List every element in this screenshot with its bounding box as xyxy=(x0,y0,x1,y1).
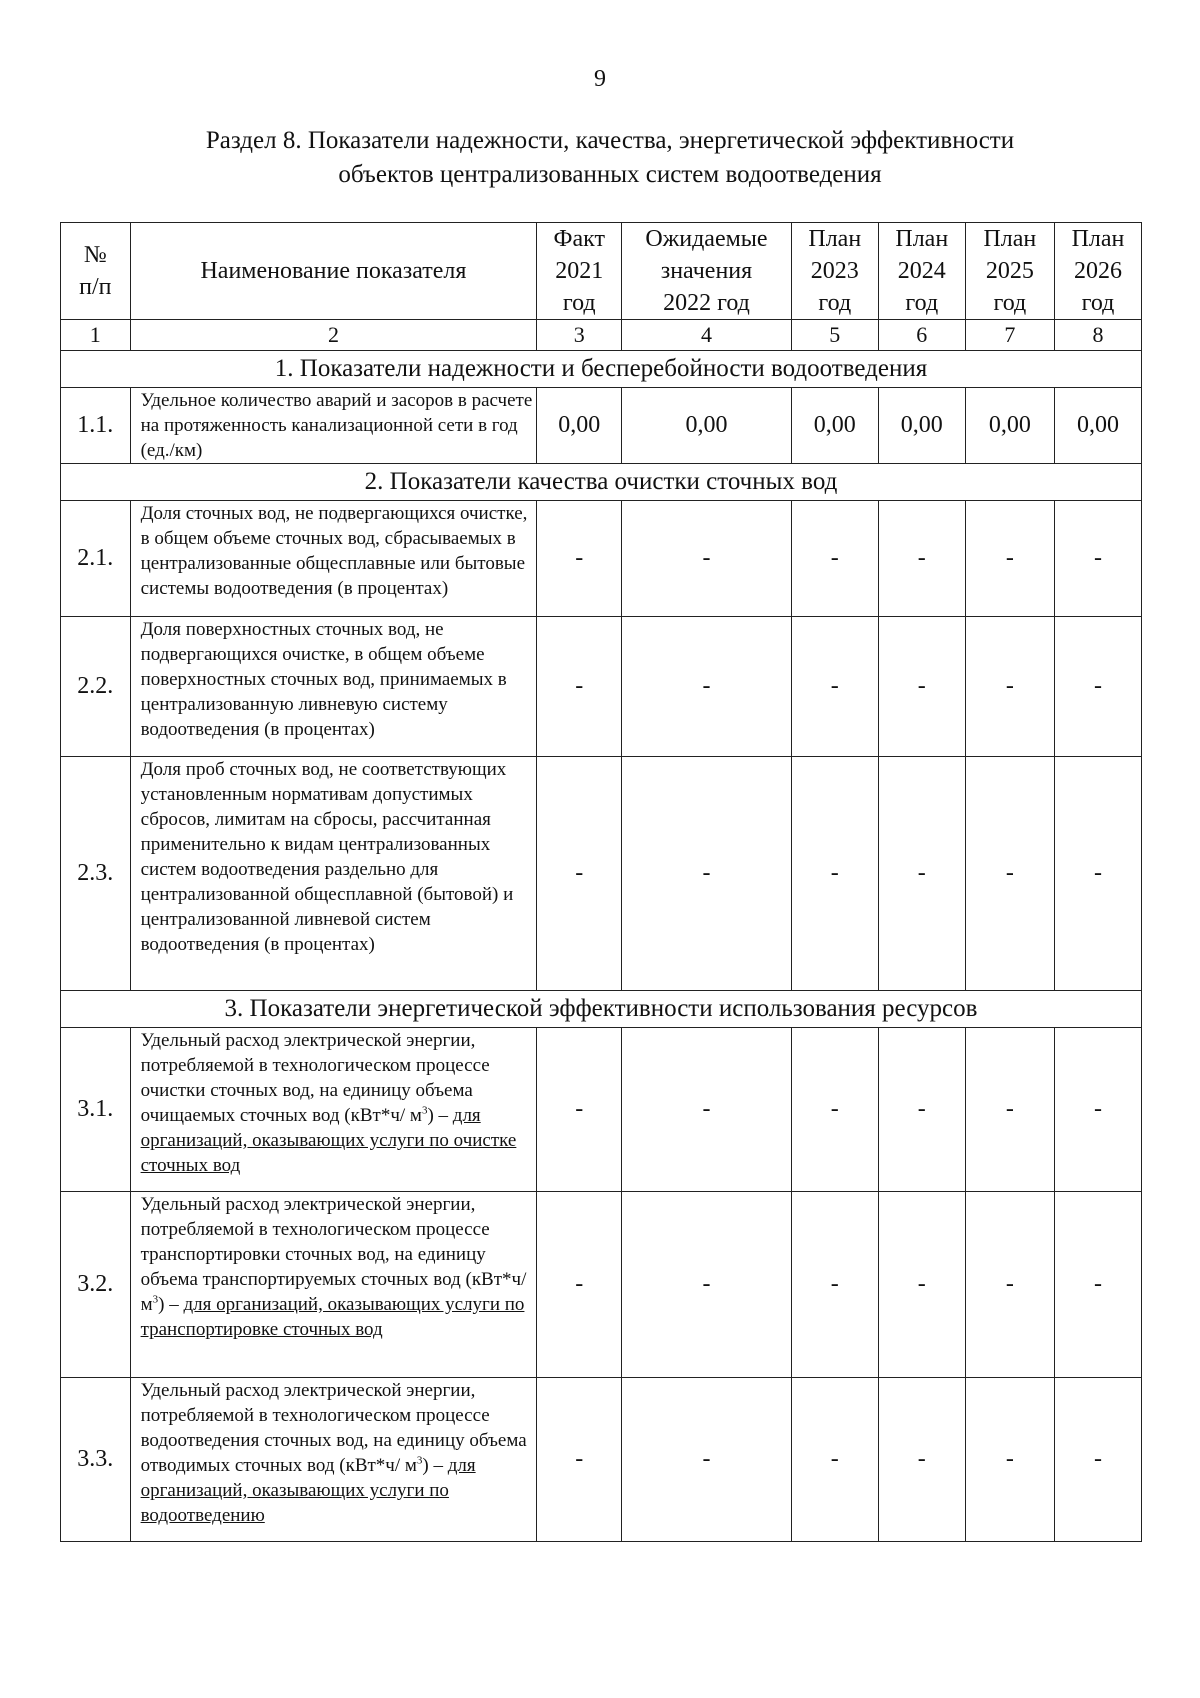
indicator-name-text: Доля проб сточных вод, не соответствующих установленным нормативам допустимых сбросов, лимитам на сбросы, рассчитанная применительно к видам централизованных систем водоотведения раздельно для централизованной общесплавной (бытовой) и централизованной ливневой систем водоотведения (в процентах) xyxy=(140,759,514,955)
section-title: 3. Показатели энергетической эффективности использования ресурсов xyxy=(61,991,1142,1028)
header-num xyxy=(61,223,131,320)
indicator-name-text: Доля поверхностных сточных вод, не подвергающихся очистке, в общем объеме поверхностных сточных вод, принимаемых в централизованную ливневую систему водоотведения (в процентах) xyxy=(140,619,507,740)
indicator-name xyxy=(130,1028,537,1192)
value-cell: - xyxy=(1054,1378,1141,1542)
value-cell: - xyxy=(791,501,878,617)
column-number: 6 xyxy=(878,320,965,351)
column-number: 5 xyxy=(791,320,878,351)
column-number: 7 xyxy=(965,320,1054,351)
value-cell: - xyxy=(622,1192,792,1378)
value-cell: 0,00 xyxy=(622,388,792,464)
value-cell: - xyxy=(791,1028,878,1192)
value-cell: - xyxy=(965,1378,1054,1542)
table-row xyxy=(61,617,1142,757)
indicator-name-underlined: для организаций, оказывающих услуги по транспортировке сточных вод xyxy=(140,1294,525,1340)
value-cell: - xyxy=(965,1028,1054,1192)
header-line: год xyxy=(562,290,596,316)
value-cell: - xyxy=(537,1028,622,1192)
indicator-name-after: ) – xyxy=(422,1455,443,1476)
value-cell: - xyxy=(1054,617,1141,757)
document-title xyxy=(0,124,1200,192)
value-cell: - xyxy=(878,617,965,757)
value-cell: - xyxy=(965,1192,1054,1378)
header-line: год xyxy=(1081,290,1115,316)
row-number: 2.1. xyxy=(61,501,131,617)
title-line-1: Раздел 8. Показатели надежности, качества, энергетической эффективности xyxy=(205,127,1015,154)
header-plan-2023 xyxy=(791,223,878,320)
indicator-name xyxy=(130,1192,537,1378)
value-cell: - xyxy=(1054,1028,1141,1192)
row-number: 3.1. xyxy=(61,1028,131,1192)
value-cell: - xyxy=(1054,1192,1141,1378)
table-row xyxy=(61,1028,1142,1192)
value-cell: - xyxy=(965,501,1054,617)
table-row xyxy=(61,501,1142,617)
value-cell: - xyxy=(965,757,1054,991)
value-cell: - xyxy=(622,617,792,757)
section-title: 1. Показатели надежности и бесперебойности водоотведения xyxy=(61,351,1142,388)
header-line: значения xyxy=(660,258,753,284)
header-line: План xyxy=(983,226,1037,252)
table-row xyxy=(61,388,1142,464)
header-line: год xyxy=(993,290,1027,316)
column-number: 1 xyxy=(61,320,131,351)
header-plan-2026 xyxy=(1054,223,1141,320)
header-expected-2022 xyxy=(622,223,792,320)
value-cell: 0,00 xyxy=(965,388,1054,464)
indicator-name-text: Удельный расход электрической энергии, потребляемой в технологическом процессе транспортировки сточных вод, на единицу объема транспортируемых сточных вод (кВт*ч/ м xyxy=(140,1194,527,1315)
indicator-name-text: Доля сточных вод, не подвергающихся очистке, в общем объеме сточных вод, сбрасываемых в централизованные общесплавные или бытовые системы водоотведения (в процентах) xyxy=(140,503,528,599)
indicator-name xyxy=(130,617,537,757)
header-plan-2024 xyxy=(878,223,965,320)
indicator-name-text: Удельный расход электрической энергии, потребляемой в технологическом процессе очистки сточных вод, на единицу объема очищаемых сточных вод (кВт*ч/ м xyxy=(140,1030,490,1126)
value-cell: - xyxy=(965,617,1054,757)
header-num-line1: № xyxy=(83,242,107,268)
column-number-row xyxy=(61,320,1142,351)
header-fact-2021 xyxy=(537,223,622,320)
table-row xyxy=(61,1192,1142,1378)
indicator-name xyxy=(130,1378,537,1542)
indicator-name-underlined: для организаций, оказывающих услуги по очистке сточных вод xyxy=(140,1105,517,1176)
row-number: 3.2. xyxy=(61,1192,131,1378)
section-title: 2. Показатели качества очистки сточных вод xyxy=(61,464,1142,501)
column-number: 3 xyxy=(537,320,622,351)
value-cell: 0,00 xyxy=(1054,388,1141,464)
row-number: 2.3. xyxy=(61,757,131,991)
page-number: 9 xyxy=(594,66,606,92)
unit-superscript: 3 xyxy=(152,1293,159,1306)
header-line: План xyxy=(1071,226,1125,252)
header-line: Факт xyxy=(553,226,605,252)
value-cell: - xyxy=(537,757,622,991)
row-number: 2.2. xyxy=(61,617,131,757)
value-cell: - xyxy=(878,757,965,991)
header-plan-2025 xyxy=(965,223,1054,320)
header-row xyxy=(61,223,1142,320)
value-cell: 0,00 xyxy=(878,388,965,464)
table-body xyxy=(61,351,1142,1542)
value-cell: - xyxy=(878,1378,965,1542)
value-cell: - xyxy=(791,1192,878,1378)
header-num-line2: п/п xyxy=(79,274,112,300)
unit-superscript: 3 xyxy=(421,1104,428,1117)
indicator-name xyxy=(130,757,537,991)
indicator-name xyxy=(130,388,537,464)
indicators-table xyxy=(60,222,1142,1542)
header-name: Наименование показателя xyxy=(130,223,537,320)
value-cell: 0,00 xyxy=(537,388,622,464)
header-line: План xyxy=(808,226,862,252)
value-cell: 0,00 xyxy=(791,388,878,464)
header-line: год xyxy=(818,290,852,316)
row-number: 3.3. xyxy=(61,1378,131,1542)
header-line: 2024 xyxy=(897,258,946,284)
value-cell: - xyxy=(622,501,792,617)
section-row xyxy=(61,991,1142,1028)
value-cell: - xyxy=(791,757,878,991)
header-line: 2021 xyxy=(555,258,604,284)
value-cell: - xyxy=(537,501,622,617)
column-number: 8 xyxy=(1054,320,1141,351)
indicator-name-after: ) – xyxy=(158,1294,179,1315)
indicator-name-text: Удельный расход электрической энергии, потребляемой в технологическом процессе водоотведения сточных вод, на единицу объема отводимых сточных вод (кВт*ч/ м xyxy=(140,1380,527,1476)
value-cell: - xyxy=(878,501,965,617)
indicator-name-text: Удельное количество аварий и засоров в расчете на протяженность канализационной сети в год (ед./км) xyxy=(140,390,533,461)
header-line: год xyxy=(905,290,939,316)
value-cell: - xyxy=(537,1378,622,1542)
column-number: 4 xyxy=(622,320,792,351)
header-line: 2023 xyxy=(810,258,859,284)
value-cell: - xyxy=(878,1192,965,1378)
title-line-2: объектов централизованных систем водоотведения xyxy=(338,161,882,188)
section-row xyxy=(61,351,1142,388)
value-cell: - xyxy=(878,1028,965,1192)
header-line: План xyxy=(895,226,949,252)
header-line: Ожидаемые xyxy=(645,226,768,252)
value-cell: - xyxy=(622,1028,792,1192)
value-cell: - xyxy=(537,1192,622,1378)
value-cell: - xyxy=(791,617,878,757)
table-row xyxy=(61,757,1142,991)
indicator-name xyxy=(130,501,537,617)
header-line: 2022 год xyxy=(663,290,750,316)
header-line: 2025 xyxy=(985,258,1034,284)
column-number: 2 xyxy=(130,320,537,351)
value-cell: - xyxy=(537,617,622,757)
indicator-name-after: ) – xyxy=(427,1105,449,1126)
value-cell: - xyxy=(622,757,792,991)
indicator-name-underlined: для организаций, оказывающих услуги по водоотведению xyxy=(140,1455,476,1526)
header-line: 2026 xyxy=(1073,258,1122,284)
table-row xyxy=(61,1378,1142,1542)
value-cell: - xyxy=(1054,501,1141,617)
value-cell: - xyxy=(1054,757,1141,991)
value-cell: - xyxy=(622,1378,792,1542)
value-cell: - xyxy=(791,1378,878,1542)
unit-superscript: 3 xyxy=(416,1454,423,1467)
row-number: 1.1. xyxy=(61,388,131,464)
section-row xyxy=(61,464,1142,501)
